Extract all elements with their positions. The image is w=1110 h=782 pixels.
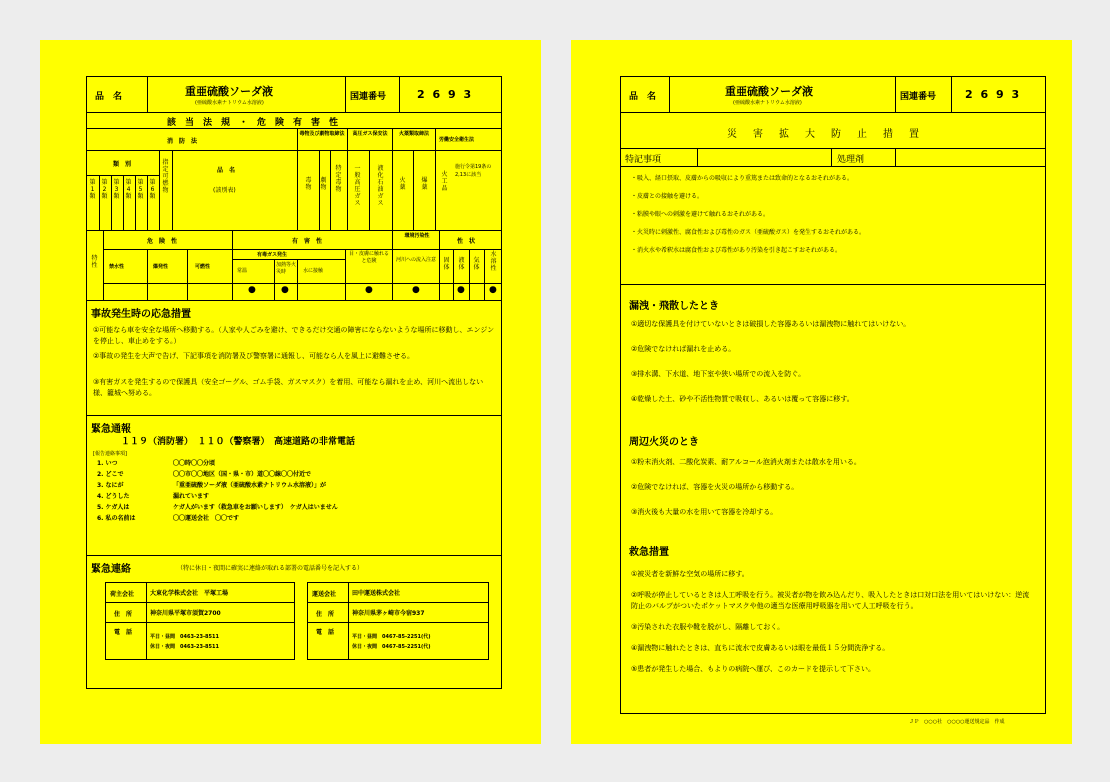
- shipper-label: 荷主会社: [110, 591, 135, 598]
- carrier-label: 運送会社: [312, 591, 337, 598]
- pyrotechnic: 火工品: [441, 171, 448, 192]
- class-2: 第2類: [101, 179, 108, 200]
- product-subname: (亜硫酸水素ナトリウム水溶液): [195, 100, 264, 106]
- leak-title: 漏洩・飛散したとき: [629, 301, 719, 312]
- flammable: 可燃性: [195, 264, 211, 270]
- card-back: [571, 40, 1072, 744]
- report-item-value: ケガ人がいます（救急車をお願いします） ケガ人はいません: [173, 504, 338, 511]
- carrier-addr: 神奈川県茅ヶ崎市今宿937: [352, 610, 425, 617]
- header-row: [87, 77, 501, 113]
- river-caution: 河川への流入注意: [395, 257, 436, 263]
- contact-note: （特に休日・夜間に確実に連絡が取れる部署の電話番号を記入する）: [177, 565, 364, 572]
- class-4: 第4類: [125, 179, 132, 200]
- law-header-gas: 高圧ガス保安法: [352, 131, 388, 137]
- item-name-ref: (該別表): [213, 187, 236, 194]
- product-name: 重亜硫酸ソーダ液: [185, 85, 273, 98]
- card-front-frame: [86, 76, 502, 689]
- emergency-3: ③有害ガスを発生するので保護具（安全ゴーグル、ゴム手袋、ガスマスク）を着用、可能なら漏れを止め、河川へ流出しない様、籠城へ努める。: [93, 378, 484, 397]
- fire-title: 周辺火災のとき: [629, 437, 699, 448]
- deleterious: 劇物: [320, 177, 327, 191]
- leak-item: ③排水溝、下水道、地下室や狭い場所での流入を防ぐ。: [631, 370, 806, 378]
- special-item: ・消火水や希釈水は腐食性および毒性があり汚染を引き起こすおそれがある。: [631, 247, 842, 254]
- aid-item: ④漏洩物に触れたときは、直ちに流水で皮膚あるいは眼を最低１５分間洗浄する。: [631, 644, 890, 652]
- hazard-state: 性 状: [457, 238, 476, 245]
- report-item-key: 5. ケガ人は: [97, 504, 130, 511]
- mark-river: ●: [412, 285, 420, 295]
- class-6: 第6類: [149, 179, 156, 200]
- hazard-row: [87, 231, 501, 301]
- specified-poison: 特定毒物: [335, 165, 342, 193]
- law-title-row: [87, 113, 501, 129]
- hazard-label: 特性: [91, 255, 98, 269]
- special-item: ・粘膜や眼への刺激を避けて触れるおそれがある。: [631, 211, 770, 218]
- emergency-1: ①可能なら車を安全な場所へ移動する。（人家や人ごみを避け、できるだけ交通の障害にならないような場所に移動し、エンジンを停止し、車止めをする。）: [93, 326, 495, 345]
- report-item-value: 「重亜硫酸ソーダ液（亜硫酸水素ナトリウム水溶液）」が: [173, 482, 326, 489]
- card-back-frame: [620, 76, 1046, 714]
- un-label: 国連番号: [350, 92, 387, 102]
- emergency-section: [87, 301, 501, 416]
- measures-section: [621, 285, 1045, 713]
- law-header-row: [87, 129, 501, 151]
- aid-item: ⑤患者が発生した場合、もよりの病院へ運び、このカードを提示して下さい。: [631, 665, 875, 673]
- aid-item: ①被災者を新鮮な空気の場所に移す。: [631, 570, 749, 578]
- leak-item: ①適切な保護具を付けていないときは破損した容器あるいは漏洩物に触れてはいけない。: [631, 320, 911, 328]
- mark-gas-normal: ●: [248, 285, 256, 295]
- report-item-key: 3. なにが: [97, 482, 124, 489]
- card-front: [40, 40, 541, 744]
- report-item-key: 4. どうした: [97, 493, 130, 500]
- report-item-key: 6. 私の名前は: [97, 515, 136, 522]
- explosive-hazard: 爆発性: [153, 264, 169, 270]
- shipper-name: 大東化学株式会社 平塚工場: [150, 590, 229, 597]
- gas-water: 水に接触: [303, 268, 324, 274]
- report-section: [87, 416, 501, 556]
- hazard-env: 環境汚染性: [404, 233, 430, 239]
- law-detail-row: [87, 151, 501, 231]
- gas-normal: 常温: [237, 268, 248, 274]
- back-name-label: 品 名: [629, 92, 657, 102]
- prevent-title: 災 害 拡 大 防 止 措 置: [727, 129, 922, 140]
- mark-skin: ●: [365, 285, 373, 295]
- mark-gas-heating: ●: [281, 285, 289, 295]
- state-soluble: 水溶性: [490, 251, 497, 272]
- report-item-value: 漏れています: [173, 493, 210, 500]
- state-liquid: 液体: [458, 257, 465, 271]
- designated-combustible: 指定可燃物: [162, 159, 169, 194]
- class-label: 類 別: [113, 161, 132, 168]
- class-1: 第1類: [89, 179, 96, 200]
- carrier-tel-day: 平日・昼間 0467-85-2251(代): [352, 634, 431, 640]
- labor-article: 施行令第19条の2,13に該当: [455, 164, 492, 178]
- fire-item: ①粉末消火剤、二酸化炭素、耐アルコール泡消火剤または散水を用いる。: [631, 458, 861, 466]
- emergency-title: 事故発生時の応急措置: [91, 309, 191, 320]
- special-section: [621, 167, 1045, 285]
- contact-section: [87, 556, 501, 688]
- special-label: 特記事項: [625, 155, 662, 165]
- back-un-label: 国連番号: [900, 92, 937, 102]
- explosive: 爆薬: [421, 177, 428, 191]
- carrier-box: [307, 582, 489, 660]
- card-footer: ＪＰ ○○○社 ○○○○運送規定品 作成: [909, 719, 1005, 725]
- carrier-tel-label: 電 話: [316, 629, 335, 636]
- gunpowder: 火薬: [399, 177, 406, 191]
- mark-liquid: ●: [457, 285, 465, 295]
- shipper-addr: 神奈川県平塚市須賀2700: [150, 610, 221, 617]
- general-gas: 一般高圧ガス: [354, 165, 361, 207]
- back-header-row: [621, 77, 1045, 113]
- shipper-tel-day: 平日・昼間 0463-23-8511: [150, 634, 219, 640]
- special-item: ・火災時に刺激性、腐食性および毒性のガス（亜硫酸ガス）を発生するおそれがある。: [631, 229, 866, 236]
- shipper-tel-night: 休日・夜間 0463-23-8511: [150, 644, 219, 650]
- shipper-box: [105, 582, 295, 660]
- back-product-name: 重亜硫酸ソーダ液: [725, 85, 813, 98]
- report-item-value: 〇〇市〇〇地区（国・県・市）道〇〇線〇〇付近で: [173, 471, 312, 478]
- law-header-labor: 労働安全衛生法: [439, 137, 475, 143]
- shipper-addr-label: 住 所: [114, 611, 133, 618]
- report-item-value: 〇〇運送会社 〇〇です: [173, 515, 240, 522]
- law-title: 該 当 法 規 ・ 危 険 有 害 性: [167, 118, 339, 128]
- mark-soluble: ●: [489, 285, 497, 295]
- state-solid: 固体: [443, 257, 450, 271]
- toxic-gas: 有毒ガス発生: [257, 252, 288, 258]
- leak-item: ④乾燥した土、砂や不活性物質で吸収し、あるいは覆って容器に移す。: [631, 395, 854, 403]
- un-number: 2 6 9 3: [417, 88, 474, 101]
- report-item-key: 2. どこで: [97, 471, 124, 478]
- name-label: 品 名: [95, 92, 123, 102]
- class-5: 第5類: [137, 179, 144, 200]
- special-item: ・吸入、経口摂取、皮膚からの吸収により重篤または致命的となるおそれがある。: [631, 175, 854, 182]
- report-items-label: [報告連絡事項]: [93, 451, 127, 457]
- class-3: 第3類: [113, 179, 120, 200]
- back-un-number: 2 6 9 3: [965, 88, 1022, 101]
- leak-item: ②危険でなければ漏れを止める。: [631, 345, 736, 353]
- lp-gas: 液化石油ガス: [377, 165, 384, 207]
- special-item: ・皮膚との接触を避ける。: [631, 193, 704, 200]
- shipper-tel-label: 電 話: [114, 629, 133, 636]
- back-product-subname: (亜硫酸水素ナトリウム水溶液): [733, 100, 802, 106]
- law-header-explosive: 火薬類取締法: [398, 131, 429, 137]
- skin-danger: 目・皮膚に触れると危険: [348, 251, 389, 264]
- report-line: １１９（消防署） １１０（警察署） 高速道路の非常電話: [121, 437, 356, 447]
- gas-heating: 加熱等火災時: [276, 262, 297, 275]
- carrier-tel-night: 休日・夜間 0467-85-2251(代): [352, 644, 431, 650]
- special-header-row: [621, 149, 1045, 167]
- law-header-fire: 消 防 法: [167, 138, 198, 145]
- water-reactive: 禁水性: [109, 264, 125, 270]
- prevent-title-row: [621, 113, 1045, 149]
- report-item-key: 1. いつ: [97, 460, 118, 467]
- aid-title: 救急措置: [629, 547, 669, 558]
- carrier-name: 田中運送株式会社: [352, 590, 401, 597]
- aid-item: ②呼吸が停止しているときは人工呼吸を行う。被災者が物を飲み込んだり、吸入したときは口対口法を用いてはいけない：逆流防止のバルブがついたポケットマスクや他の適当な医療用呼吸器を用いて人工呼吸を行う。: [631, 591, 1030, 610]
- carrier-addr-label: 住 所: [316, 611, 335, 618]
- poison: 毒物: [305, 177, 312, 191]
- state-gas: 気体: [473, 257, 480, 271]
- contact-title: 緊急連絡: [91, 564, 131, 575]
- law-header-poison: 毒物及び劇物取締法: [299, 131, 345, 137]
- emergency-2: ②事故の発生を大声で告げ、下記事項を消防署及び警察署に通報し、可能なら人を風上に避難させる。: [93, 352, 414, 360]
- aid-item: ③汚染された衣服や靴を脱がし、隔離しておく。: [631, 623, 785, 631]
- hazard-danger: 危 険 性: [147, 238, 178, 245]
- item-name-label: 品 名: [217, 167, 236, 174]
- fire-item: ③消火後も大量の水を用いて容器を冷却する。: [631, 508, 778, 516]
- report-item-value: 〇〇時〇〇分頃: [173, 460, 216, 467]
- hazard-toxic: 有 害 性: [292, 238, 323, 245]
- agent-label: 処理剤: [837, 155, 865, 165]
- report-title: 緊急通報: [91, 424, 131, 435]
- fire-item: ②危険でなければ、容器を火災の場所から移動する。: [631, 483, 799, 491]
